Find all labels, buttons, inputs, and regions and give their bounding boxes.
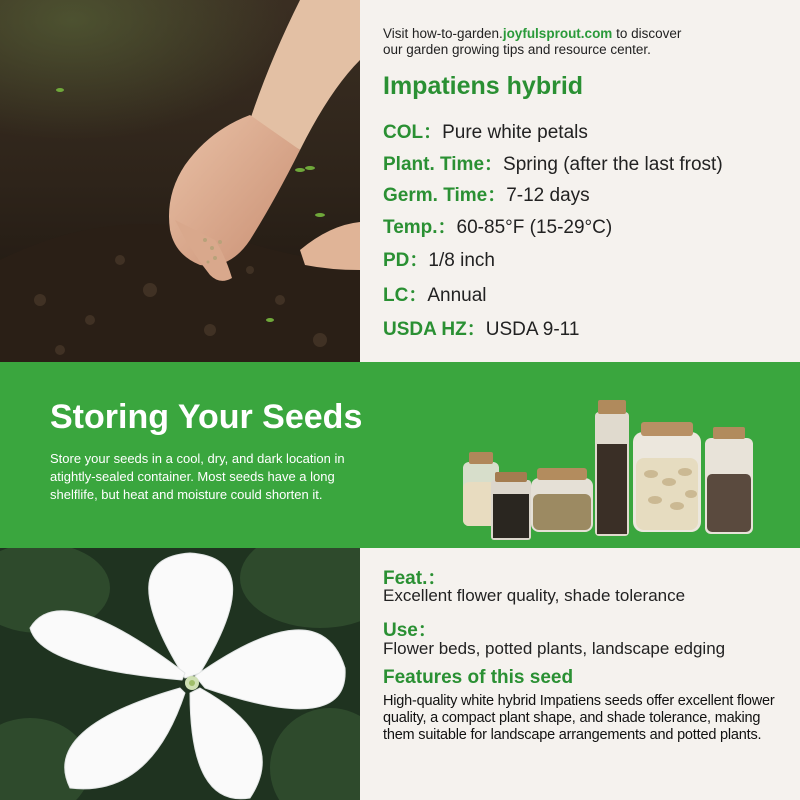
seed-features-heading: Features of this seed: [383, 667, 574, 688]
spec-value: USDA 9-11: [485, 319, 580, 340]
feat-text: Excellent flower quality, shade tolerance: [383, 586, 686, 605]
seed-jars-illustration: [455, 382, 765, 542]
spec-value: 60-85°F (15-29°C): [456, 217, 613, 238]
spec-key: LC：: [383, 285, 428, 306]
spec-key: Germ. Time：: [383, 185, 507, 206]
soil-planting-photo: [0, 0, 360, 362]
top-section: [0, 0, 800, 362]
storing-seeds-banner: [0, 362, 800, 548]
product-title: Impatiens hybrid: [383, 72, 584, 100]
storing-title: Storing Your Seeds: [50, 398, 363, 436]
storing-text: Store your seeds in a cool, dry, and dark location in atightly-sealed container. Most seeds have a long shelflife, but heat and moisture could shorten it.: [50, 451, 345, 502]
spec-germ-time: [383, 180, 590, 207]
spec-value: Spring (after the last frost): [503, 154, 723, 175]
seed-features-text: High-quality white hybrid Impatiens seeds offer excellent flower quality, a compact plant shape, and shade tolerance, making them suitable for landscape arrangements and potted plants.: [383, 693, 775, 743]
spec-value: Annual: [427, 285, 487, 306]
spec-key: Plant. Time：: [383, 154, 504, 175]
spec-usda-zone: [383, 314, 579, 341]
use-heading: Use：: [383, 620, 437, 641]
spec-temperature: [383, 212, 612, 239]
spec-value: Pure white petals: [442, 122, 588, 143]
spec-key: COL：: [383, 122, 443, 143]
bottom-section: [0, 548, 800, 800]
spec-color: [383, 117, 588, 144]
spec-key: PD：: [383, 250, 429, 271]
visit-line2: our garden growing tips and resource center.: [383, 42, 651, 57]
use-text: Flower beds, potted plants, landscape edging: [383, 639, 726, 658]
white-impatiens-flower-photo: [0, 548, 360, 800]
visit-website-text: [383, 26, 783, 58]
website-link[interactable]: joyfulsprout.com: [502, 26, 613, 41]
spec-key: USDA HZ：: [383, 319, 486, 340]
spec-plant-time: [383, 149, 723, 176]
spec-key: Temp.：: [383, 217, 457, 238]
product-info-panel: [383, 0, 793, 362]
spec-value: 7-12 days: [506, 185, 590, 206]
spec-value: 1/8 inch: [428, 250, 495, 271]
visit-suffix: to discover: [612, 26, 682, 41]
feat-heading: Feat.：: [383, 568, 447, 589]
spec-life-cycle: [383, 280, 487, 307]
spec-planting-depth: [383, 245, 495, 272]
visit-prefix: Visit how-to-garden.: [383, 26, 503, 41]
